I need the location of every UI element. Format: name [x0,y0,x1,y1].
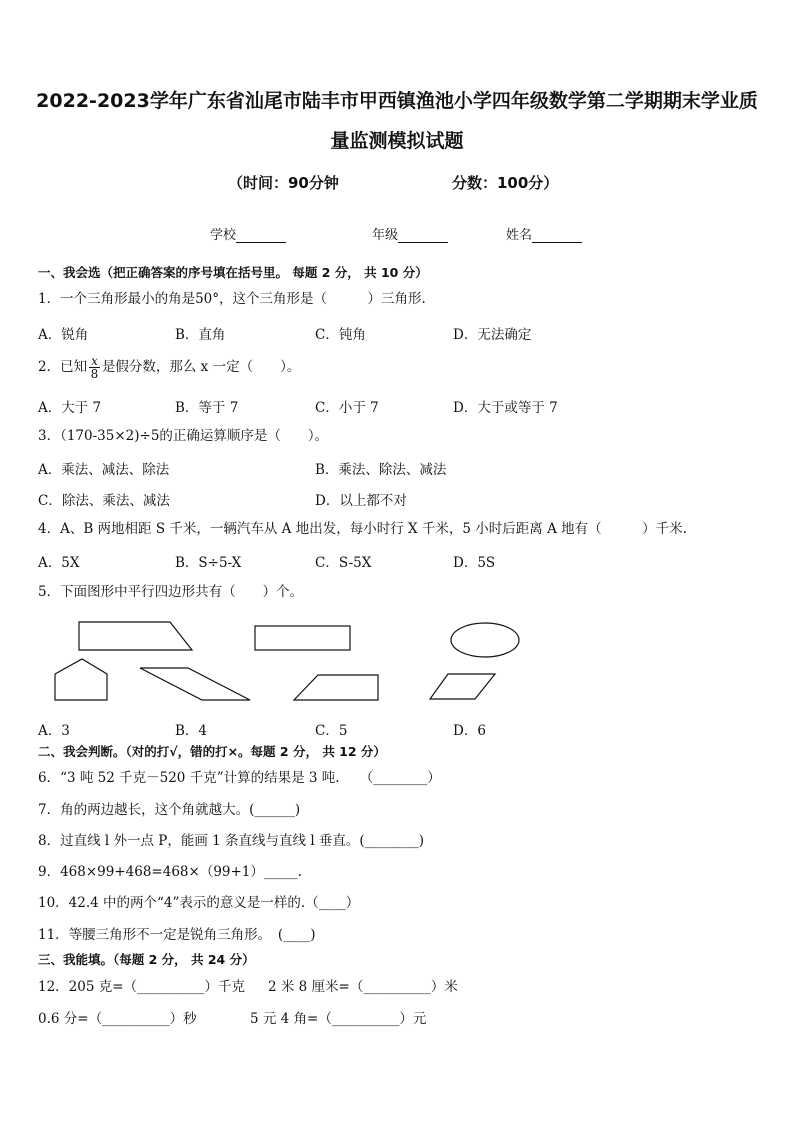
q1-option-c[interactable]: C．钝角 [315,327,366,343]
shape-parallelogram-small [430,674,495,699]
question-11: 11．等腰三角形不一定是锐角三角形。 (____) [38,927,316,943]
shape-trapezoid [294,675,378,700]
q5-option-b[interactable]: B．4 [175,723,208,739]
q1-option-a[interactable]: A．锐角 [38,327,89,343]
q4-option-b[interactable]: B．S÷5-X [175,555,242,571]
name-field[interactable] [506,224,582,243]
q5-option-c[interactable]: C．5 [315,723,348,739]
grade-label: 年级 [372,228,399,243]
shape-right-trapezoid [79,622,192,650]
question-12-part-c: 0.6 分=（__________）秒 [38,1011,197,1027]
q3-option-c[interactable]: C．除法、乘法、减法 [38,493,170,509]
q2-frac-numerator: x [91,354,98,368]
question-1: 1．一个三角形最小的角是50°，这个三角形是（ ）三角形. [38,291,426,307]
section-2-heading: 二、我会判断。（对的打√，错的打×。每题 2 分， 共 12 分） [38,744,386,759]
school-blank[interactable] [236,228,286,243]
school-field[interactable] [210,224,286,243]
q3-option-a[interactable]: A．乘法、减法、除法 [38,462,170,478]
name-label: 姓名 [506,228,533,243]
question-12-part-a: 12．205 克=（__________）千克 [38,979,246,995]
section-3-heading: 三、我能填。（每题 2 分， 共 24 分） [38,952,255,967]
shape-ellipse [451,623,519,657]
name-blank[interactable] [532,228,582,243]
q2-option-d[interactable]: D．大于或等于 7 [453,400,558,416]
question-5: 5．下面图形中平行四边形共有（ ）个。 [38,584,304,600]
q2-frac-denominator: 8 [90,367,99,381]
q4-option-c[interactable]: C．S-5X [315,555,372,571]
question-6: 6．“3 吨 52 千克－520 千克”计算的结果是 3 吨. （________） [38,770,441,786]
shape-pentagon-house [55,659,107,700]
q2-suffix: 是假分数，那么 x 一定（ ）。 [101,359,301,375]
question-12-part-b: 2 米 8 厘米=（__________）米 [268,979,458,995]
q4-option-d[interactable]: D．5S [453,555,496,571]
question-2 [38,352,300,382]
q3-option-b[interactable]: B．乘法、除法、减法 [315,462,447,478]
question-10: 10．42.4 中的两个“4”表示的意义是一样的.（____） [38,895,360,911]
q2-option-c[interactable]: C．小于 7 [315,400,379,416]
section-1-heading: 一、我会选（把正确答案的序号填在括号里。 每题 2 分， 共 10 分） [38,265,428,280]
q2-option-a[interactable]: A．大于 7 [38,400,102,416]
grade-blank[interactable] [398,228,448,243]
q2-prefix: 2．已知 [38,359,88,375]
question-7: 7．角的两边越长，这个角就越大。(______) [38,802,301,818]
question-9: 9．468×99+468=468×（99+1）_____. [38,864,302,880]
exam-score: 分数：100分） [452,174,559,192]
shape-parallelogram-wide [140,668,250,700]
title-line-1: 2022-2023学年广东省汕尾市陆丰市甲西镇渔池小学四年级数学第二学期期末学业质 [36,90,758,112]
q5-shapes-figure [40,612,520,712]
exam-time: （时间：90分钟 [228,174,339,192]
q5-option-a[interactable]: A．3 [38,723,70,739]
question-3: 3．（170-35×2)÷5的正确运算顺序是（ ）。 [38,428,329,444]
q1-option-b[interactable]: B．直角 [175,327,226,343]
q4-option-a[interactable]: A．5X [38,555,80,571]
q2-option-b[interactable]: B．等于 7 [175,400,239,416]
title-line-2: 量监测模拟试题 [330,130,464,152]
shape-rectangle [255,626,350,650]
question-12-part-d: 5 元 4 角=（__________）元 [250,1011,427,1027]
q1-option-d[interactable]: D．无法确定 [453,327,532,343]
school-label: 学校 [210,228,237,243]
q3-option-d[interactable]: D．以上都不对 [315,493,407,509]
question-4: 4．A、B 两地相距 S 千米，一辆汽车从 A 地出发，每小时行 X 千米，5 小时后距离 A 地有（ ）千米. [38,521,687,537]
q5-option-d[interactable]: D．6 [453,723,486,739]
question-8: 8．过直线 l 外一点 P，能画 1 条直线与直线 l 垂直。(________) [38,833,424,849]
q2-fraction [89,355,100,380]
grade-field[interactable] [372,224,448,243]
